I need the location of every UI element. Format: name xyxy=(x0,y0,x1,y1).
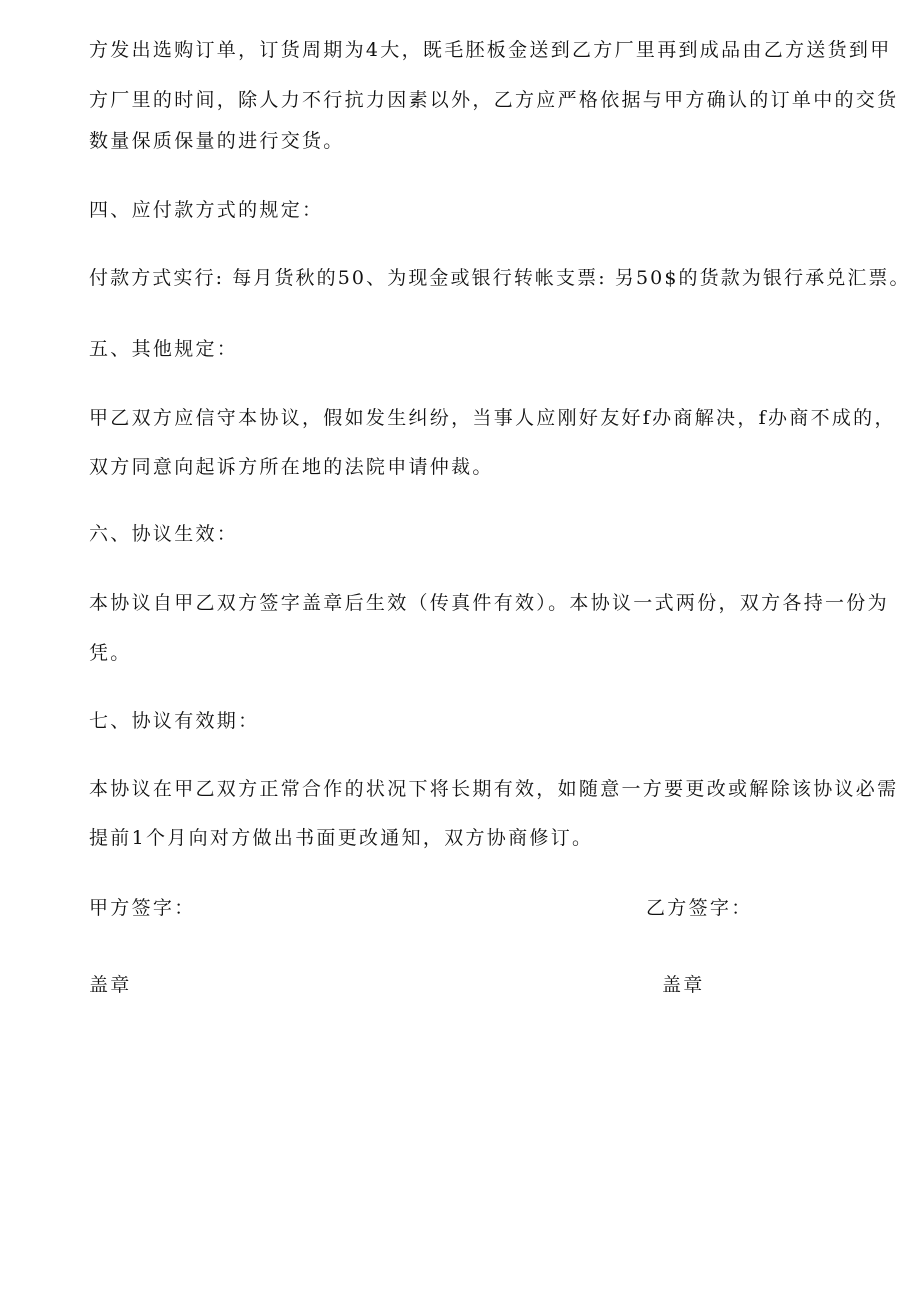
party-a-seal-label: 盖章 xyxy=(89,974,132,996)
party-b-signature-label: 乙方签字： xyxy=(646,897,753,919)
party-a-signature-label: 甲方签字： xyxy=(89,897,196,919)
section-heading: 六、协议生效： xyxy=(89,523,239,545)
section-heading: 七、协议有效期： xyxy=(89,710,260,732)
paragraph-line: 付款方式实行: 每月货秋的50、为现金或银行转帐支票: 另50$的货款为银行承兑汇票。 xyxy=(89,267,911,289)
paragraph-line: 本协议自甲乙双方签字盖章后生效（传真件有效）。本协议一式两份，双方各持一份为 xyxy=(89,592,889,614)
paragraph-line: 数量保质保量的进行交货。 xyxy=(89,130,345,152)
paragraph-line: 双方同意向起诉方所在地的法院申请仲裁。 xyxy=(89,456,494,478)
paragraph-line: 本协议在甲乙双方正常合作的状况下将长期有效，如随意一方要更改或解除该协议必需 xyxy=(89,778,899,800)
paragraph-line: 方厂里的时间，除人力不行抗力因素以外，乙方应严格依据与甲方确认的订单中的交货 xyxy=(89,89,899,111)
paragraph-line: 甲乙双方应信守本协议，假如发生纠纷，当事人应刚好友好f办商解决，f办商不成的， xyxy=(89,407,896,429)
paragraph-line: 凭。 xyxy=(89,642,132,664)
party-b-seal-label: 盖章 xyxy=(662,974,705,996)
paragraph-line: 提前1个月向对方做出书面更改通知，双方协商修订。 xyxy=(89,827,594,849)
section-heading: 五、其他规定： xyxy=(89,338,239,360)
section-heading: 四、应付款方式的规定： xyxy=(89,199,324,221)
paragraph-line: 方发出选购订单，订货周期为4大，既毛胚板金送到乙方厂里再到成品由乙方送货到甲 xyxy=(89,39,892,61)
